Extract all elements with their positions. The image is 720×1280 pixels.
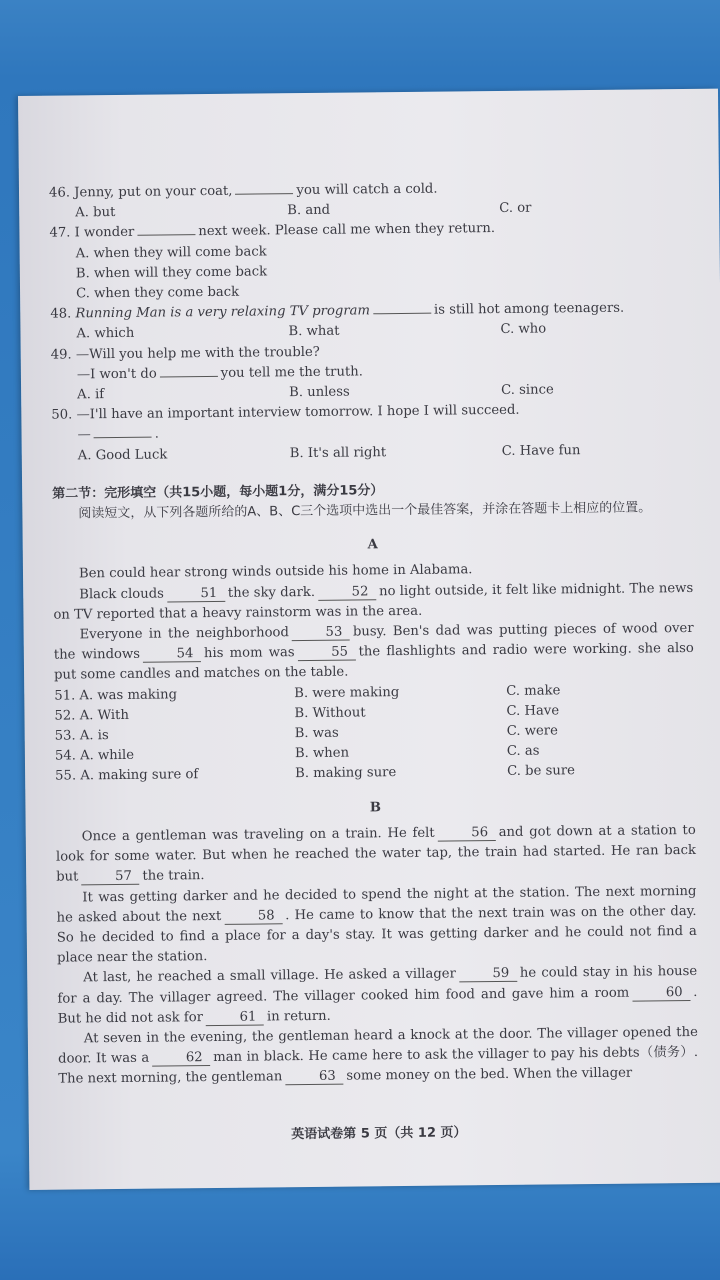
question-stem: —I won't do [76, 366, 157, 383]
passage-a-paragraph: Ben could hear strong winds outside his home in Alabama. [78, 562, 473, 582]
option-a: A. if [77, 387, 105, 403]
question-stem: Jenny, put on your coat, [74, 183, 233, 201]
option-b: B. were making [294, 684, 400, 701]
question-number: 50. [51, 407, 73, 423]
section-instructions: 阅读短文，从下列各题所给的A、B、C三个选项中选出一个最佳答案，并涂在答题卡上相应的位置。 [78, 500, 652, 522]
option-b: B. and [287, 202, 331, 219]
option-a: 51. A. was making [54, 687, 178, 704]
option-b: B. was [294, 725, 339, 742]
cloze-blank-52: 52 [318, 584, 376, 601]
option-c: C. who [500, 321, 547, 338]
cloze-blank-61: 61 [206, 1009, 264, 1026]
option-c: C. were [506, 723, 558, 739]
passage-b-heading: B [369, 799, 382, 816]
cloze-blank-63: 63 [285, 1069, 343, 1086]
question-stem: —Will you help me with the trouble? [75, 344, 320, 363]
exam-content [49, 177, 698, 1090]
cloze-blank-56: 56 [438, 825, 496, 842]
exam-paper [18, 89, 720, 1190]
cloze-blank-54: 54 [143, 646, 201, 663]
option-c: C. as [506, 743, 540, 760]
question-stem: is still hot among teenagers. [433, 300, 625, 318]
option-a: A. but [75, 205, 116, 221]
option-b: B. unless [289, 384, 350, 401]
option-b: B. what [288, 324, 340, 340]
cloze-blank-51: 51 [167, 586, 225, 603]
option-a: 54. A. while [54, 748, 135, 764]
answer-blank [160, 376, 218, 378]
question-50 [51, 399, 692, 466]
question-stem: — [77, 427, 91, 443]
passage-a-options [54, 680, 695, 788]
option-a: A. Good Luck [77, 447, 168, 464]
option-a: A. which [76, 326, 135, 342]
answer-blank [373, 313, 431, 315]
option-c: C. Have [506, 703, 560, 719]
passage-b-paragraph: At last, he reached a small village. He asked a villager 59 he could stay in his house for a day. The villager agreed. The villager cooked him food and gave him a room 60 . But he did not ask for 61 in return. [57, 964, 698, 1027]
passage-a-paragraph: Black clouds 51 the sky dark. 52 no light outside, it felt like midnight. The news on TV reported that a heavy rainstorm was in the area. [53, 580, 694, 623]
question-48 [50, 298, 690, 345]
passage-b-paragraph: It was getting darker and he decided to spend the night at the station. The next morning he asked about the next 58 . He came to know that the next train was on the other day. So he decided to find a place for a day's stay. It was getting darker and he could not find a place near the station. [56, 883, 697, 966]
option-c: C. be sure [507, 763, 575, 780]
cloze-blank-55: 55 [298, 645, 356, 662]
passage-a-heading: A [367, 537, 378, 553]
section-title: 第二节：完形填空（共15小题，每小题1分，满分15分） [52, 483, 384, 502]
option-b: B. when will they come back [75, 264, 268, 282]
passage-b-paragraph: At seven in the evening, the gentleman heard a knock at the door. The villager opened the door. It was a 62 man in black. He came here to ask the villager to pay his debts（债务）. The next morning, the gentleman 63 some money on the bed. When the villager [58, 1024, 699, 1087]
option-b: B. It's all right [289, 444, 387, 461]
page-footer: 英语试卷第 5 页（共 12 页） [291, 1125, 467, 1143]
cloze-blank-62: 62 [152, 1050, 210, 1067]
answer-blank [236, 193, 294, 195]
option-b: B. Without [294, 705, 366, 722]
option-c: C. when they come back [75, 284, 240, 302]
question-number: 49. [50, 347, 72, 363]
question-stem: you will catch a cold. [296, 181, 438, 199]
question-stem: . [154, 426, 160, 443]
option-a: 53. A. is [54, 728, 109, 744]
option-c: C. Have fun [501, 442, 581, 459]
passage-a-paragraph: Everyone in the neighborhood 53 busy. Ben's dad was putting pieces of wood over the windows 54 his mom was 55 the flashlights and radio were working. she also put some candles and matches on the table. [53, 621, 694, 684]
answer-blank [94, 437, 152, 439]
question-49 [51, 339, 692, 406]
cloze-blank-58: 58 [224, 908, 282, 925]
option-c: C. make [506, 683, 561, 699]
question-number: 46. [48, 185, 71, 201]
question-stem: you tell me the truth. [220, 364, 363, 381]
question-number: 47. [49, 225, 71, 242]
option-c: C. or [499, 200, 532, 217]
option-a: 52. A. With [54, 707, 129, 724]
cloze-blank-60: 60 [632, 985, 690, 1002]
option-b: B. when [294, 745, 350, 762]
question-stem: next week. Please call me when they return. [198, 221, 496, 240]
option-c: C. since [501, 382, 554, 398]
question-47 [49, 217, 690, 305]
question-stem: Running Man is a very relaxing TV program [75, 303, 371, 322]
cloze-blank-57: 57 [81, 869, 139, 886]
cloze-blank-59: 59 [459, 966, 517, 983]
cloze-blank-53: 53 [292, 625, 350, 642]
question-46 [49, 177, 689, 224]
question-stem: I wonder [74, 225, 135, 241]
question-stem: —I'll have an important interview tomorrow. I hope I will succeed. [76, 402, 520, 423]
question-number: 48. [50, 306, 72, 322]
answer-blank [137, 235, 195, 237]
option-a: A. when they will come back [75, 244, 267, 262]
option-a: 55. A. making sure of [55, 767, 199, 785]
passage-b-paragraph: Once a gentleman was traveling on a train. He felt 56 and got down at a station to look for some water. But when he reached the water tap, the train had started. He ran back but 57 the train. [55, 822, 697, 885]
option-b: B. making sure [295, 765, 397, 782]
